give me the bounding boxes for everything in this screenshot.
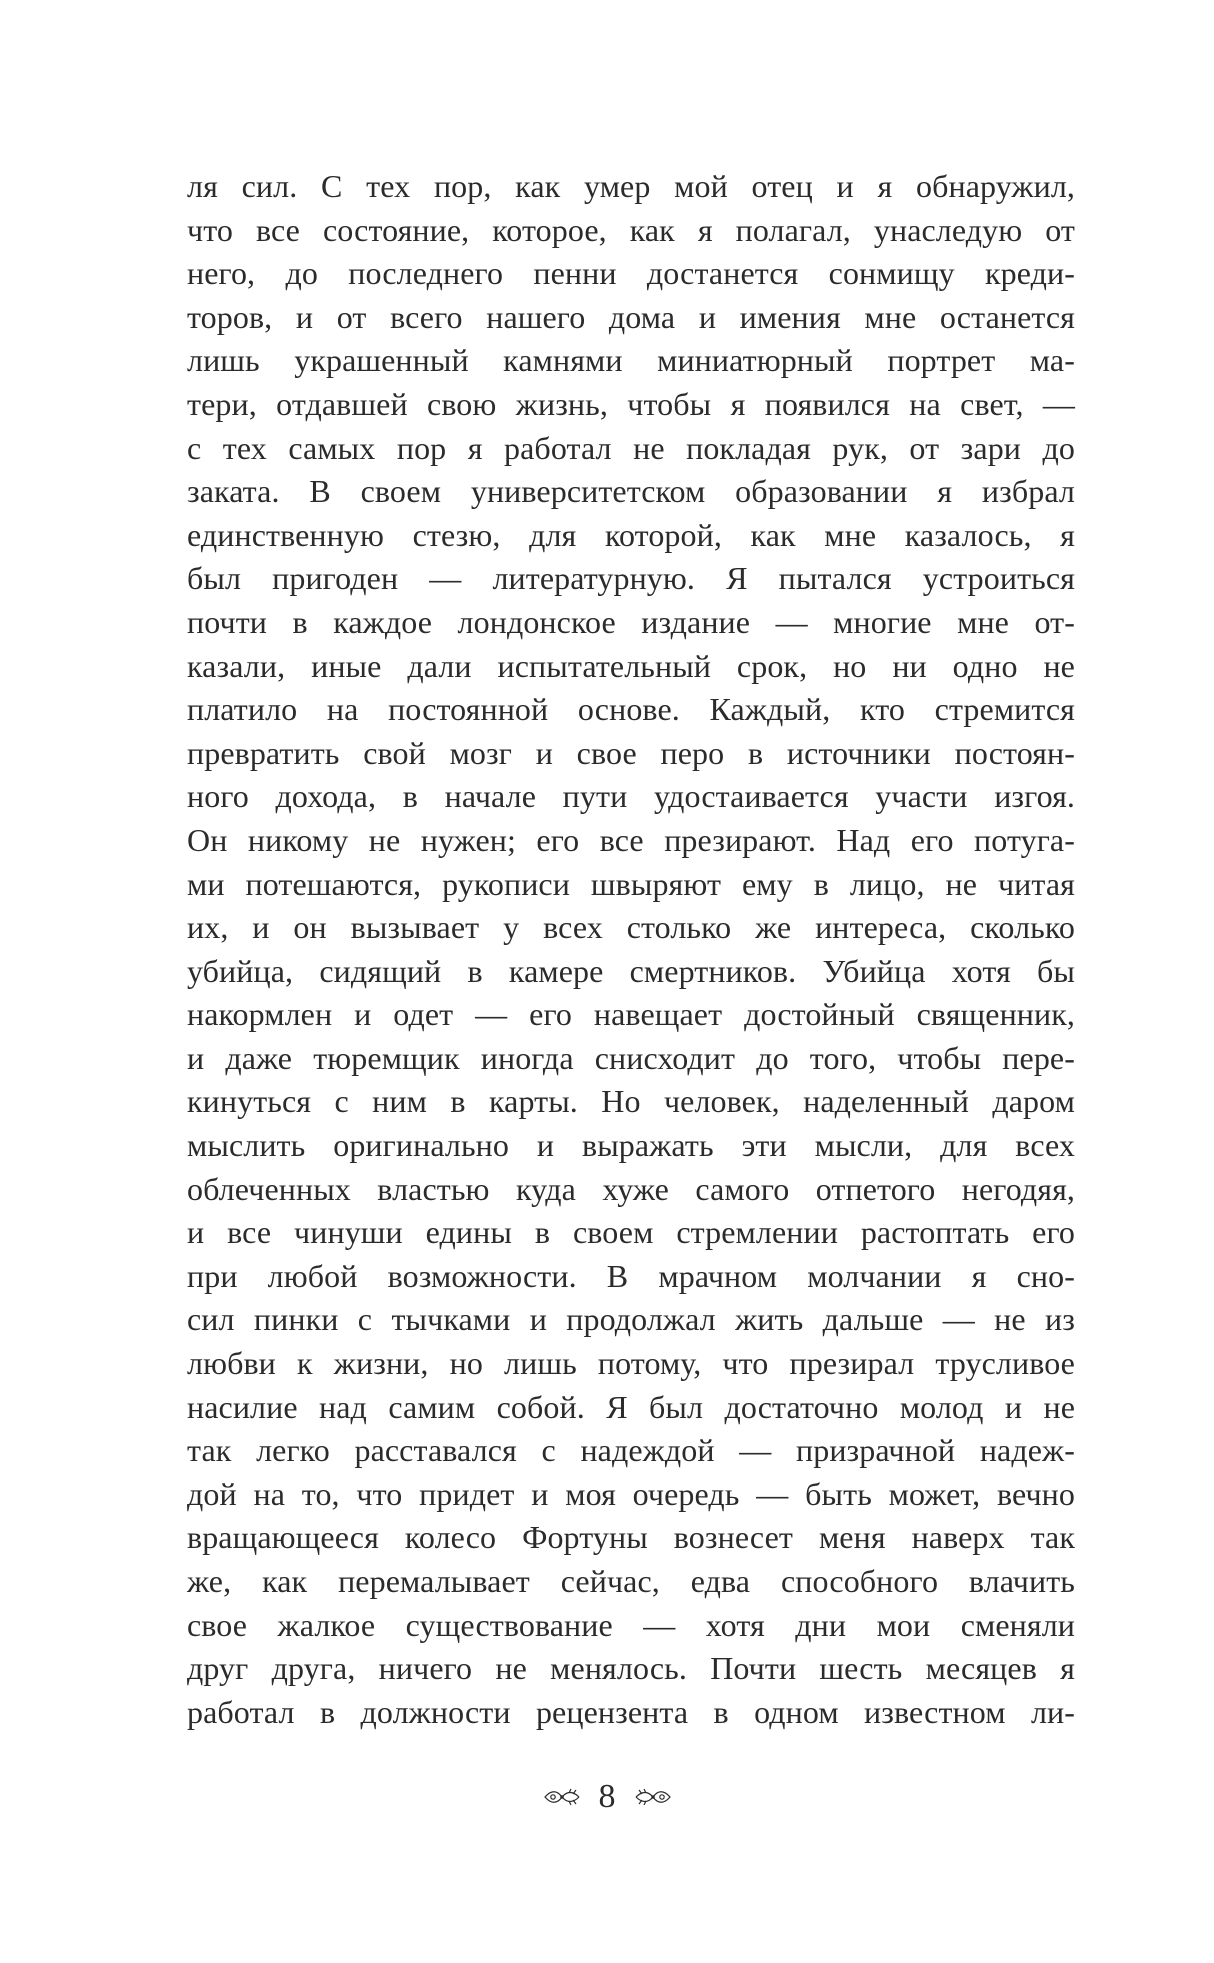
text-line: казали, иные дали испытательный срок, но ни одно не xyxy=(187,647,1075,684)
text-line: свое жалкое существование — хотя дни мои сменяли xyxy=(187,1606,1075,1643)
text-line: ля сил. С тех пор, как умер мой отец и я обнаружил, xyxy=(187,168,1075,204)
text-line: облеченных властью куда хуже самого отпетого негодяя, xyxy=(187,1170,1075,1207)
text-line: был пригоден — литературную. Я пытался устроиться xyxy=(187,560,1075,597)
text-line: вращающееся колесо Фортуны вознесет меня наверх так xyxy=(187,1519,1075,1556)
text-line: их, и он вызывает у всех столько же интереса, сколько xyxy=(187,909,1075,946)
floral-ornament-right-icon xyxy=(634,1786,672,1808)
text-line: почти в каждое лондонское издание — многие мне от- xyxy=(187,603,1075,640)
text-line: так легко расставался с надеждой — призрачной надеж- xyxy=(187,1432,1075,1469)
text-line: насилие над самим собой. Я был достаточно молод и не xyxy=(187,1388,1075,1425)
text-line: тери, отдавшей свою жизнь, чтобы я появился на свет, — xyxy=(187,385,1075,422)
text-line: единственную стезю, для которой, как мне казалось, я xyxy=(187,516,1075,553)
text-line: же, как перемалывает сейчас, едва способного влачить xyxy=(187,1563,1075,1599)
page-number: 8 xyxy=(598,1778,616,1815)
text-line: друг друга, ничего не менялось. Почти шесть месяцев я xyxy=(187,1650,1075,1687)
text-line: убийца, сидящий в камере смертников. Убийца хотя бы xyxy=(187,952,1075,989)
text-line: лишь украшенный камнями миниатюрный портрет ма- xyxy=(187,342,1075,379)
text-line: работал в должности рецензента в одном известном ли- xyxy=(187,1693,1075,1730)
text-line: с тех самых пор я работал не покладая рук, от зари до xyxy=(187,429,1075,466)
text-line: кинуться с ним в карты. Но человек, наделенный даром xyxy=(187,1083,1075,1120)
text-line: платило на постоянной основе. Каждый, кто стремится xyxy=(187,691,1075,728)
text-line: и даже тюремщик иногда снисходит до того, чтобы пере- xyxy=(187,1039,1075,1076)
text-line: при любой возможности. В мрачном молчании я сно- xyxy=(187,1257,1075,1294)
text-line: сил пинки с тычками и продолжал жить дальше — не из xyxy=(187,1301,1075,1338)
text-line: что все состояние, которое, как я полагал, унаследую от xyxy=(187,211,1075,248)
text-line: Он никому не нужен; его все презирают. Над его потуга- xyxy=(187,821,1075,858)
text-line: ного дохода, в начале пути удостаивается участи изгоя. xyxy=(187,778,1075,815)
floral-ornament-left-icon xyxy=(543,1786,581,1808)
text-line: мыслить оригинально и выражать эти мысли, для всех xyxy=(187,1127,1075,1164)
text-line: заката. В своем университетском образовании я избрал xyxy=(187,473,1075,510)
body-text xyxy=(187,165,1075,1734)
text-line: него, до последнего пенни достанется сонмищу креди- xyxy=(187,255,1075,292)
text-line: ми потешаются, рукописи швыряют ему в лицо, не читая xyxy=(187,865,1075,902)
text-line: превратить свой мозг и свое перо в источники постоян- xyxy=(187,734,1075,771)
page-footer xyxy=(0,1772,1214,1822)
text-line: любви к жизни, но лишь потому, что презирал трусливое xyxy=(187,1345,1075,1382)
text-line: накормлен и одет — его навещает достойный священник, xyxy=(187,996,1075,1033)
text-line: и все чинуши едины в своем стремлении растоптать его xyxy=(187,1214,1075,1251)
text-line: торов, и от всего нашего дома и имения мне останется xyxy=(187,298,1075,335)
text-line: дой на то, что придет и моя очередь — быть может, вечно xyxy=(187,1475,1075,1512)
